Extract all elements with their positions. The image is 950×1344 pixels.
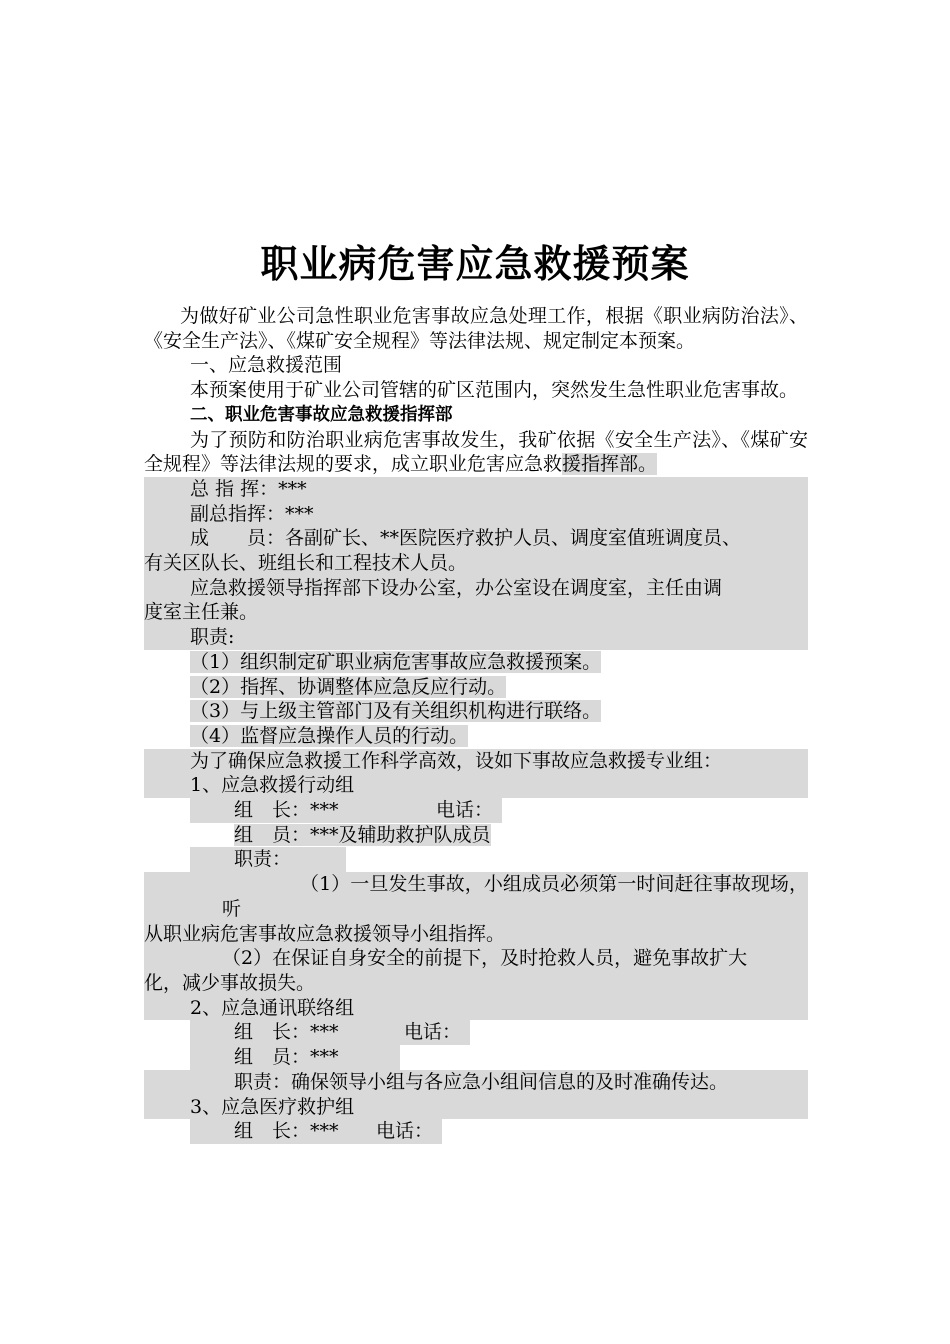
section-1-heading: 一、应急救援范围 xyxy=(190,354,343,377)
group-2-leader-block xyxy=(190,1020,470,1045)
duty-item-2-text: （2）指挥、协调整体应急反应行动。 xyxy=(190,675,507,698)
group-1-leader-line xyxy=(144,798,808,823)
group-2-members-line xyxy=(144,1045,808,1070)
group-1-duty-1 xyxy=(144,872,808,946)
duty-label: 职责: xyxy=(144,625,808,650)
members-line xyxy=(144,526,808,575)
group-1-duty-2-line-1: （2）在保证自身安全的前提下，及时抢救人员，避免事故扩大 xyxy=(222,947,748,970)
commander-line: 总 指 挥：*** xyxy=(144,477,808,502)
members-line-2: 有关区队长、班组长和工程技术人员。 xyxy=(144,552,468,575)
members-line-1: 成 员：各副矿长、**医院医疗救护人员、调度室值班调度员、 xyxy=(190,527,742,550)
office-line-1: 应急救援领导指挥部下设办公室，办公室设在调度室，主任由调 xyxy=(190,576,723,599)
duty-item-4-text: （4）监督应急操作人员的行动。 xyxy=(190,724,469,747)
group-1-phone: 电话： xyxy=(436,799,494,822)
group-2-members: 组 员：*** xyxy=(190,1045,400,1070)
group-2-title: 2、应急通讯联络组 xyxy=(144,996,808,1021)
group-1-leader: 组 长：*** xyxy=(234,799,339,822)
duty-item-4 xyxy=(144,724,808,749)
duty-item-1 xyxy=(144,650,808,675)
group-1-members: 组 员：***及辅助救护队成员 xyxy=(234,823,491,846)
office-line-2: 度室主任兼。 xyxy=(144,601,259,624)
group-2-phone: 电话： xyxy=(404,1021,462,1044)
duty-item-3 xyxy=(144,699,808,724)
group-3-phone: 电话： xyxy=(376,1120,434,1143)
intro-paragraph: 为做好矿业公司急性职业危害事故应急处理工作，根据《职业病防治法》、《安全生产法》、《煤矿安全规程》等法律法规、规定制定本预案。 xyxy=(144,305,808,352)
group-1-duty-2-line-2: 化，减少事故损失。 xyxy=(144,971,316,994)
section-2-body-text: 为了预防和防治职业病危害事故发生，我矿依据《安全生产法》、《煤矿安全规程》等法律法规的要求，成立职业危害应急救 xyxy=(144,428,808,476)
group-3-leader: 组 长：*** xyxy=(234,1120,339,1143)
groups-intro: 为了确保应急救援工作科学高效，设如下事故应急救援专业组： xyxy=(144,749,808,774)
document-body xyxy=(144,304,808,1144)
group-1-leader-block xyxy=(190,798,502,823)
group-1-duty-2 xyxy=(144,946,808,995)
group-1-duty-label-line xyxy=(144,847,808,872)
deputy-commander-line: 副总指挥：*** xyxy=(144,502,808,527)
group-1-duty-1-line-2: 从职业病危害事故应急救援领导小组指挥。 xyxy=(144,922,506,945)
section-1-body: 本预案使用于矿业公司管辖的矿区范围内，突然发生急性职业危害事故。 xyxy=(190,379,799,402)
group-3-leader-block xyxy=(190,1119,442,1144)
document-title: 职业病危害应急救援预案 xyxy=(260,242,690,286)
group-2-leader: 组 长：*** xyxy=(234,1021,339,1044)
duty-item-2 xyxy=(144,675,808,700)
group-2-leader-line xyxy=(144,1020,808,1045)
group-1-members-line xyxy=(144,823,808,848)
group-1-title: 1、应急救援行动组 xyxy=(144,773,808,798)
group-2-duty: 职责：确保领导小组与各应急小组间信息的及时准确传达。 xyxy=(144,1070,808,1095)
group-3-title: 3、应急医疗救护组 xyxy=(144,1095,808,1120)
section-2-body-end: 援指挥部。 xyxy=(562,453,658,476)
duty-item-1-text: （1）组织制定矿职业病危害事故应急救援预案。 xyxy=(190,650,602,673)
section-2-heading: 二、职业危害事故应急救援指挥部 xyxy=(190,404,453,425)
duty-item-3-text: （3）与上级主管部门及有关组织机构进行联络。 xyxy=(190,700,602,723)
office-line xyxy=(144,576,808,625)
section-2-body xyxy=(144,428,808,477)
group-1-duty-label: 职责： xyxy=(190,847,346,872)
group-3-leader-line xyxy=(144,1119,808,1144)
group-1-duty-1-line-1: （1）一旦发生事故，小组成员必须第一时间赶往事故现场，听 xyxy=(222,873,808,920)
